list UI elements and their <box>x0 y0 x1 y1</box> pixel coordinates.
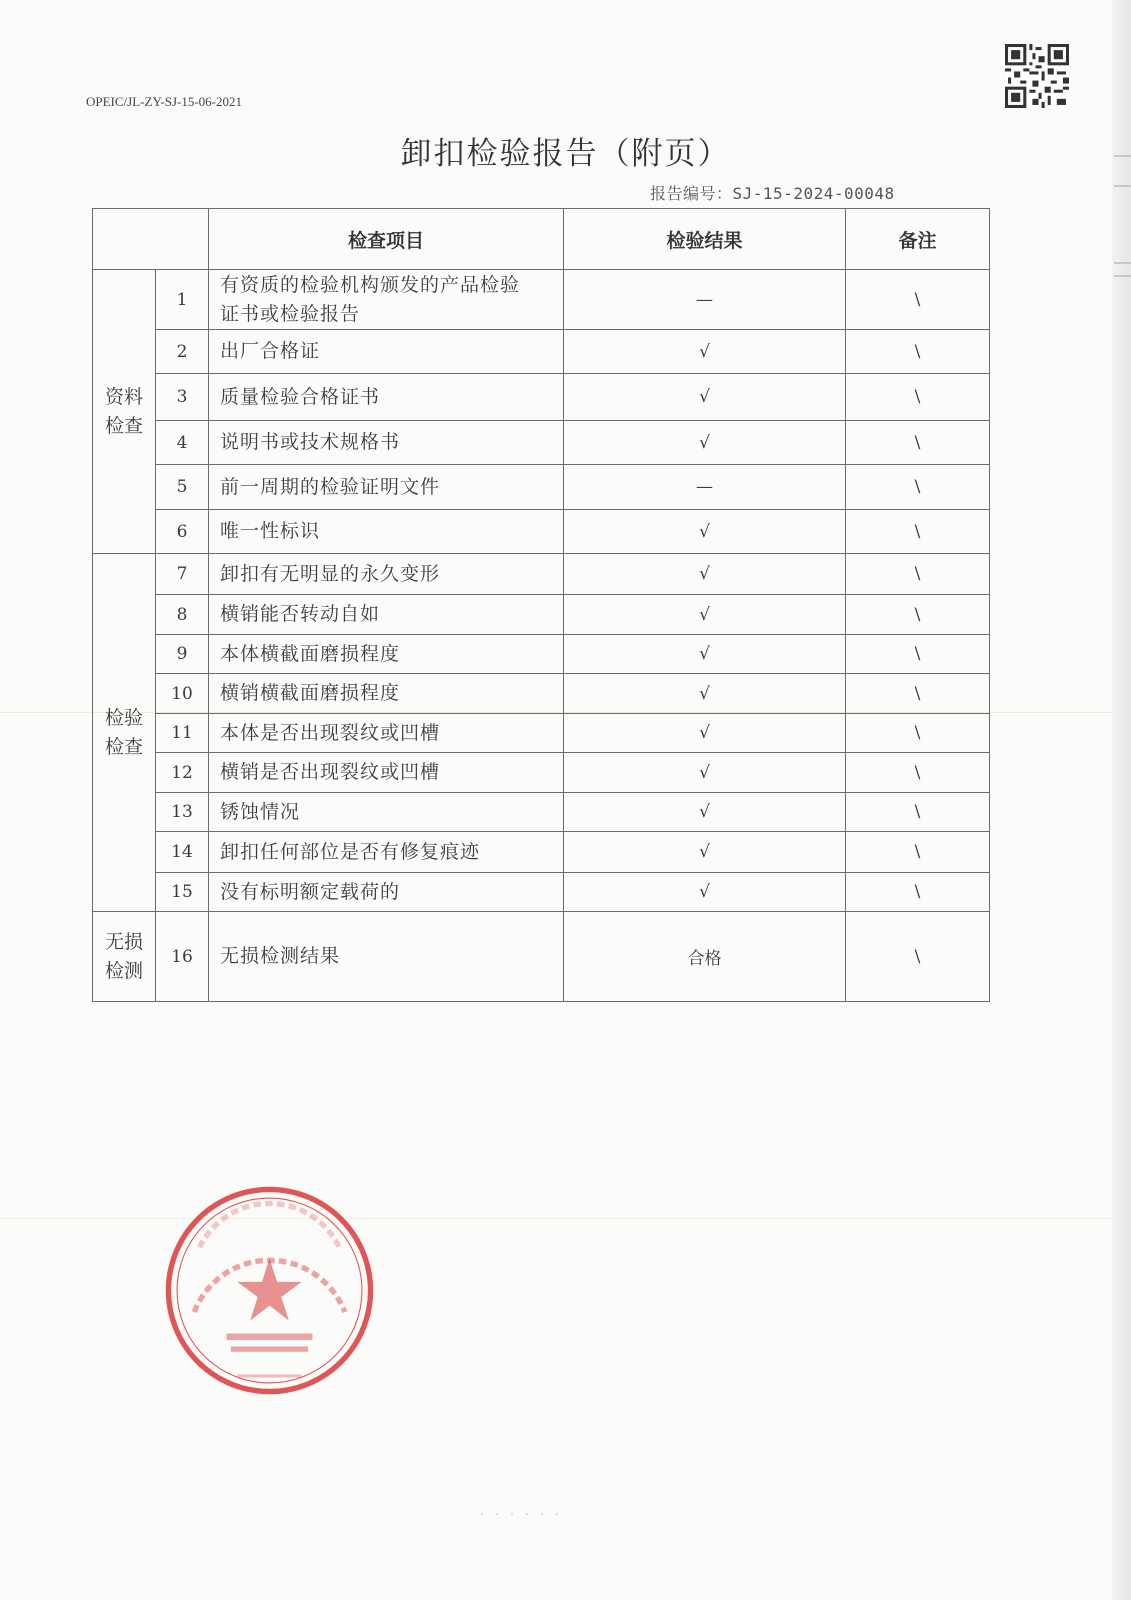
table-row <box>93 374 990 421</box>
table-row <box>93 912 990 1002</box>
row-number: 15 <box>156 873 209 912</box>
inspection-item: 唯一性标识 <box>209 510 564 554</box>
note-cell: \ <box>846 330 990 374</box>
table-row <box>93 330 990 374</box>
table-row <box>93 714 990 753</box>
report-number <box>650 181 895 204</box>
inspection-result: √ <box>564 873 846 912</box>
inspection-result: √ <box>564 753 846 793</box>
inspection-result: — <box>564 270 846 330</box>
note-cell: \ <box>846 912 990 1002</box>
table-row <box>93 465 990 510</box>
page-title: 卸扣检验报告（附页） <box>400 136 731 172</box>
inspection-item: 锈蚀情况 <box>209 793 564 832</box>
row-number: 10 <box>156 674 209 714</box>
note-cell: \ <box>846 793 990 832</box>
inspection-item: 前一周期的检验证明文件 <box>209 465 564 510</box>
inspection-item: 横销是否出现裂纹或凹槽 <box>209 753 564 793</box>
row-number: 4 <box>156 421 209 465</box>
table-row <box>93 270 990 330</box>
row-number: 16 <box>156 912 209 1002</box>
qr-code-icon <box>1005 44 1069 108</box>
inspection-result: √ <box>564 793 846 832</box>
table-row <box>93 674 990 714</box>
red-seal-icon <box>162 1183 377 1398</box>
document-code: OPEIC/JL-ZY-SJ-15-06-2021 <box>86 94 242 109</box>
table-row <box>93 873 990 912</box>
inspection-item: 质量检验合格证书 <box>209 374 564 421</box>
inspection-result: √ <box>564 421 846 465</box>
table-header-row <box>93 209 990 270</box>
inspection-item: 无损检测结果 <box>209 912 564 1002</box>
note-cell: \ <box>846 270 990 330</box>
page-footer: · · · · · · <box>480 1507 562 1523</box>
row-number: 6 <box>156 510 209 554</box>
row-number: 14 <box>156 832 209 873</box>
inspection-item: 卸扣有无明显的永久变形 <box>209 554 564 595</box>
category-cell: 资料 检查 <box>93 270 156 554</box>
report-number-label: 报告编号： <box>650 184 733 203</box>
row-number: 8 <box>156 595 209 635</box>
report-number-value: SJ-15-2024-00048 <box>732 184 895 203</box>
table-row <box>93 421 990 465</box>
header-category <box>93 209 209 270</box>
note-cell: \ <box>846 873 990 912</box>
note-cell: \ <box>846 554 990 595</box>
table-row <box>93 554 990 595</box>
table-row <box>93 510 990 554</box>
scan-edge-mark <box>1114 275 1131 277</box>
category-cell: 无损 检测 <box>93 912 156 1002</box>
inspection-result: √ <box>564 635 846 674</box>
note-cell: \ <box>846 674 990 714</box>
table-row <box>93 753 990 793</box>
inspection-result: √ <box>564 510 846 554</box>
scan-edge <box>1112 0 1131 1600</box>
inspection-result: √ <box>564 832 846 873</box>
table-body <box>93 270 990 1002</box>
note-cell: \ <box>846 374 990 421</box>
inspection-item: 没有标明额定载荷的 <box>209 873 564 912</box>
table-row <box>93 793 990 832</box>
inspection-result: √ <box>564 330 846 374</box>
row-number: 12 <box>156 753 209 793</box>
table-row <box>93 635 990 674</box>
inspection-item: 本体横截面磨损程度 <box>209 635 564 674</box>
inspection-result: √ <box>564 595 846 635</box>
note-cell: \ <box>846 832 990 873</box>
inspection-item: 横销横截面磨损程度 <box>209 674 564 714</box>
note-cell: \ <box>846 510 990 554</box>
inspection-result: √ <box>564 674 846 714</box>
inspection-item: 本体是否出现裂纹或凹槽 <box>209 714 564 753</box>
inspection-result: √ <box>564 374 846 421</box>
note-cell: \ <box>846 753 990 793</box>
inspection-result: 合格 <box>564 912 846 1002</box>
header-item: 检查项目 <box>209 209 564 270</box>
inspection-item: 卸扣任何部位是否有修复痕迹 <box>209 832 564 873</box>
row-number: 1 <box>156 270 209 330</box>
note-cell: \ <box>846 595 990 635</box>
scan-edge-mark <box>1114 262 1131 264</box>
row-number: 7 <box>156 554 209 595</box>
row-number: 9 <box>156 635 209 674</box>
header-note: 备注 <box>846 209 990 270</box>
inspection-item: 横销能否转动自如 <box>209 595 564 635</box>
row-number: 5 <box>156 465 209 510</box>
note-cell: \ <box>846 635 990 674</box>
note-cell: \ <box>846 421 990 465</box>
row-number: 11 <box>156 714 209 753</box>
inspection-table <box>92 208 990 1002</box>
category-cell: 检验 检查 <box>93 554 156 912</box>
inspection-result: √ <box>564 714 846 753</box>
note-cell: \ <box>846 465 990 510</box>
inspection-result: √ <box>564 554 846 595</box>
table-row <box>93 595 990 635</box>
header-result: 检验结果 <box>564 209 846 270</box>
inspection-item: 说明书或技术规格书 <box>209 421 564 465</box>
note-cell: \ <box>846 714 990 753</box>
inspection-item: 出厂合格证 <box>209 330 564 374</box>
row-number: 2 <box>156 330 209 374</box>
inspection-item: 有资质的检验机构颁发的产品检验 证书或检验报告 <box>209 270 564 330</box>
scan-edge-mark <box>1114 185 1131 187</box>
row-number: 13 <box>156 793 209 832</box>
table-row <box>93 832 990 873</box>
row-number: 3 <box>156 374 209 421</box>
inspection-result: — <box>564 465 846 510</box>
